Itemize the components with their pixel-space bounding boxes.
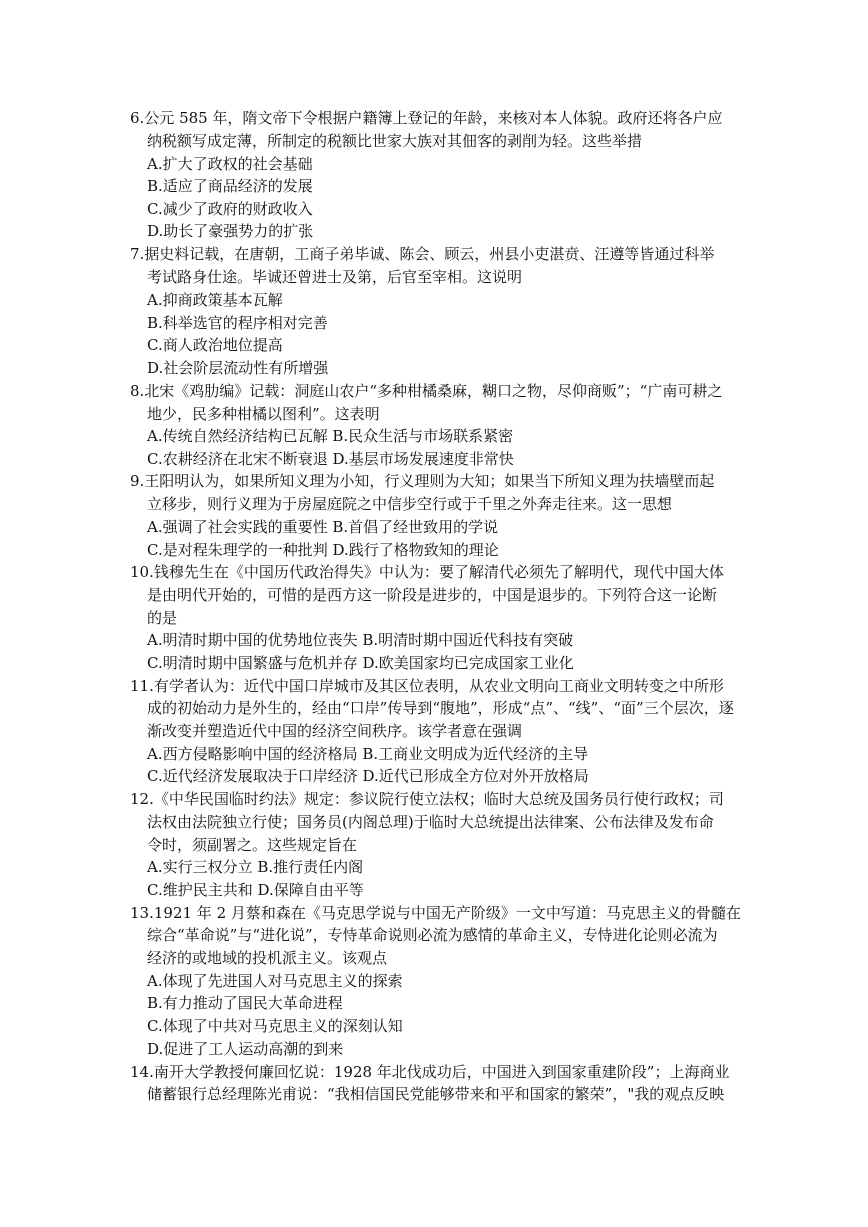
option-d: D.基层市场发展速度非常快 bbox=[332, 450, 514, 468]
question-stem-line: 12.《中华民国临时约法》规定：参议院行使立法权；临时大总统及国务员行使行政权；司 bbox=[130, 790, 724, 808]
option-row-ab bbox=[147, 856, 363, 878]
option-b: B.首倡了经世致用的学说 bbox=[332, 518, 499, 536]
option-c: C.减少了政府的财政收入 bbox=[147, 200, 313, 218]
question-stem-line: 14.南开大学教授何廉回忆说：1928 年北伐成功后，中国进入到国家重建阶段”；上海商业 bbox=[130, 1063, 730, 1081]
option-c: C.农耕经济在北宋不断衰退 bbox=[147, 450, 328, 468]
option-b: B.工商业文明成为近代经济的主导 bbox=[362, 745, 589, 763]
question-stem-line: 成的初始动力是外生的，经由“口岸”传导到“腹地”，形成“点”、“线”、“面”三个层次，逐 bbox=[147, 699, 734, 717]
question-stem-line: 考试路身仕途。毕诚还曾进士及第，后官至宰相。这说明 bbox=[147, 268, 523, 286]
question-stem-line: 渐改变并塑造近代中国的经济空间秩序。该学者意在强调 bbox=[147, 722, 523, 740]
option-d: D.保障自由平等 bbox=[257, 881, 364, 899]
option-row-ab bbox=[147, 743, 588, 765]
option-d: D.欧美国家均已完成国家工业化 bbox=[362, 654, 574, 672]
option-a: A.传统自然经济结构已瓦解 bbox=[147, 427, 328, 445]
option-row-ab bbox=[147, 629, 573, 651]
question-stem-line: 纳税额写成定薄，所制定的税额比世家大族对其佃客的剥削为轻。这些举措 bbox=[147, 132, 643, 150]
option-b: B.有力推动了国民大革命进程 bbox=[147, 994, 343, 1012]
option-c: C.是对程朱理学的一种批判 bbox=[147, 541, 328, 559]
question-stem-line: 的是 bbox=[147, 609, 178, 627]
option-row-ab bbox=[147, 425, 513, 447]
question-stem-line: 9.王阳明认为，如果所知义理为小知，行义理则为大知；如果当下所知义理为扶墙壁而起 bbox=[130, 472, 715, 490]
option-a: A.明清时期中国的优势地位丧失 bbox=[147, 631, 358, 649]
question-stem-line: 10.钱穆先生在《中国历代政治得失》中认为：要了解清代必须先了解明代，现代中国大体 bbox=[130, 563, 724, 581]
option-c: C.近代经济发展取决于口岸经济 bbox=[147, 767, 358, 785]
option-a: A.抑商政策基本瓦解 bbox=[147, 291, 283, 309]
option-d: D.社会阶层流动性有所增强 bbox=[147, 359, 329, 377]
option-b: B.科举选官的程序相对完善 bbox=[147, 314, 328, 332]
option-d: D.助长了豪强势力的扩张 bbox=[147, 222, 314, 240]
option-b: B.明清时期中国近代科技有突破 bbox=[362, 631, 574, 649]
option-a: A.体现了先进国人对马克思主义的探索 bbox=[147, 972, 403, 990]
option-d: D.近代已形成全方位对外开放格局 bbox=[362, 767, 589, 785]
question-stem-line: 令时，须副署之。这些规定旨在 bbox=[147, 836, 358, 854]
option-a: A.西方侵略影响中国的经济格局 bbox=[147, 745, 358, 763]
option-b: B.民众生活与市场联系紧密 bbox=[332, 427, 514, 445]
option-b: B.适应了商品经济的发展 bbox=[147, 177, 313, 195]
question-stem-line: 经济的或地域的投机派主义。该观点 bbox=[147, 949, 388, 967]
question-stem-line: 是由明代开始的，可惜的是西方这一阶段是进步的，中国是退步的。下列符合这一论断 bbox=[147, 586, 718, 604]
question-stem-line: 地少，民多种柑橘以图利”。这表明 bbox=[147, 405, 380, 423]
option-row-cd bbox=[147, 652, 574, 674]
question-stem-line: 8.北宋《鸡肋编》记载：洞庭山农户“多种柑橘桑麻，糊口之物，尽仰商贩”；“广南可耕之 bbox=[130, 382, 723, 400]
option-a: A.实行三权分立 bbox=[147, 858, 253, 876]
option-a: A.强调了社会实践的重要性 bbox=[147, 518, 328, 536]
question-stem-line: 7.据史料记载，在唐朝，工商子弟毕诚、陈会、顾云，州县小吏湛贲、汪遵等皆通过科举 bbox=[130, 245, 715, 263]
option-row-ab bbox=[147, 516, 498, 538]
question-stem-line: 法权由法院独立行使；国务员(内阁总理)于临时大总统提出法律案、公布法律及发布命 bbox=[147, 813, 714, 831]
option-b: B.推行责任内阁 bbox=[257, 858, 364, 876]
question-stem-line: 综合“革命说”与“进化说”，专恃革命说则必流为感情的革命主义，专恃进化论则必流为 bbox=[147, 926, 718, 944]
option-row-cd bbox=[147, 448, 514, 470]
option-c: C.维护民主共和 bbox=[147, 881, 253, 899]
option-row-cd bbox=[147, 539, 499, 561]
question-stem-line: 11.有学者认为：近代中国口岸城市及其区位表明，从农业文明向工商业文明转变之中所形 bbox=[130, 677, 724, 695]
question-stem-line: 6.公元 585 年，隋文帝下令根据户籍簿上登记的年龄，来核对本人体貌。政府还将各户应 bbox=[130, 109, 723, 127]
question-stem-line: 储蓄银行总经理陈光甫说：“我相信国民党能够带来和平和国家的繁荣”，"我的观点反映 bbox=[147, 1085, 725, 1103]
question-stem-line: 立移步，则行义理为于房屋庭院之中信步空行或于千里之外奔走往来。这一思想 bbox=[147, 495, 673, 513]
option-c: C.体现了中共对马克思主义的深刻认知 bbox=[147, 1017, 403, 1035]
option-c: C.明清时期中国繁盛与危机并存 bbox=[147, 654, 358, 672]
option-d: D.践行了格物致知的理论 bbox=[332, 541, 499, 559]
option-row-cd bbox=[147, 879, 364, 901]
option-c: C.商人政治地位提高 bbox=[147, 336, 283, 354]
question-stem-line: 13.1921 年 2 月蔡和森在《马克思学说与中国无产阶级》一文中写道：马克思主义的骨髓在 bbox=[130, 904, 741, 922]
option-row-cd bbox=[147, 765, 589, 787]
option-a: A.扩大了政权的社会基础 bbox=[147, 155, 313, 173]
option-d: D.促进了工人运动高潮的到来 bbox=[147, 1040, 344, 1058]
